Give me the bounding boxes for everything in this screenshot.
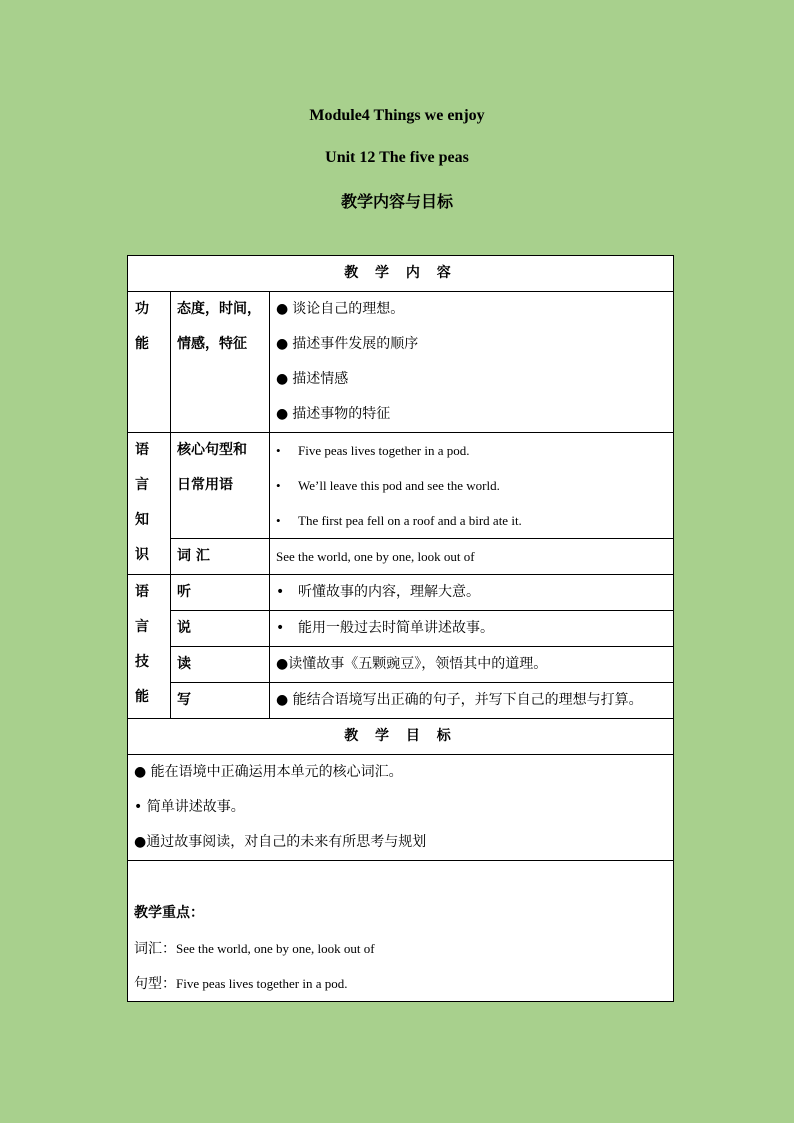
list-item: ● 能在语境中正确运用本单元的核心词汇。	[134, 764, 403, 780]
list-item: ● 描述情感	[276, 371, 349, 387]
read-text: ●读懂故事《五颗豌豆》，领悟其中的道理。	[270, 647, 674, 683]
key-points-label: 教学重点：	[134, 905, 204, 921]
sentence-label: 核心句型和 日常用语	[171, 433, 270, 539]
skill-speak-row	[128, 611, 674, 647]
list-item: • We’ll leave this pod and see the world.	[276, 478, 500, 493]
read-label: 读	[171, 647, 270, 683]
key-points-row	[128, 861, 674, 1002]
category-char: 能	[135, 336, 149, 352]
goals-row	[128, 755, 674, 861]
goals-list	[128, 755, 674, 861]
key-sentence: 句型：Five peas lives together in a pod.	[134, 976, 348, 992]
skill-read-row	[128, 647, 674, 683]
skill-listen-row	[128, 575, 674, 611]
list-item: • 简单讲述故事。	[134, 799, 245, 815]
function-row	[128, 292, 674, 433]
speak-text: • 能用一般过去时简单讲述故事。	[270, 611, 674, 647]
list-item: • The first pea fell on a roof and a bird ate it.	[276, 513, 522, 528]
key-points	[128, 861, 674, 1002]
list-item: • Five peas lives together in a pod.	[276, 443, 470, 458]
list-item: ●通过故事阅读，对自己的未来有所思考与规划	[134, 834, 427, 850]
knowledge-vocab-row	[128, 539, 674, 575]
skills-category	[128, 575, 171, 719]
category-char: 言	[135, 619, 149, 635]
function-sub	[171, 292, 270, 433]
doc-title-module: Module4 Things we enjoy	[309, 107, 485, 124]
write-label: 写	[171, 683, 270, 719]
category-char: 言	[135, 477, 149, 493]
knowledge-category	[128, 433, 171, 575]
listen-label: 听	[171, 575, 270, 611]
lesson-table	[127, 255, 674, 1002]
sentence-list	[270, 433, 674, 539]
write-text: ● 能结合语境写出正确的句子，并写下自己的理想与打算。	[270, 683, 674, 719]
list-item: ● 谈论自己的理想。	[276, 301, 405, 317]
list-item: ● 描述事件发展的顺序	[276, 336, 419, 352]
category-char: 知	[135, 512, 149, 528]
knowledge-sentence-row	[128, 433, 674, 539]
table-header-row	[128, 256, 674, 292]
list-item: ● 描述事物的特征	[276, 406, 391, 422]
key-vocab: 词汇：See the world, one by one, look out of	[134, 941, 375, 957]
vocab-label: 词 汇	[171, 539, 270, 575]
category-char: 语	[135, 442, 149, 458]
function-category	[128, 292, 171, 433]
vocab-text: See the world, one by one, look out of	[270, 539, 674, 575]
category-char: 能	[135, 689, 149, 705]
category-char: 识	[135, 547, 149, 563]
speak-label: 说	[171, 611, 270, 647]
content-header: 教 学 内 容	[128, 256, 674, 292]
function-items	[270, 292, 674, 433]
sub-label: 情感，特征	[177, 336, 247, 352]
sub-label: 态度，时间，	[177, 301, 261, 317]
goals-header-row	[128, 719, 674, 755]
goals-header: 教 学 目 标	[128, 719, 674, 755]
doc-title-section: 教学内容与目标	[340, 192, 453, 211]
category-char: 技	[135, 654, 149, 670]
category-char: 功	[135, 301, 149, 317]
skill-write-row	[128, 683, 674, 719]
listen-text: • 听懂故事的内容，理解大意。	[270, 575, 674, 611]
doc-title-unit: Unit 12 The five peas	[325, 149, 469, 166]
category-char: 语	[135, 584, 149, 600]
